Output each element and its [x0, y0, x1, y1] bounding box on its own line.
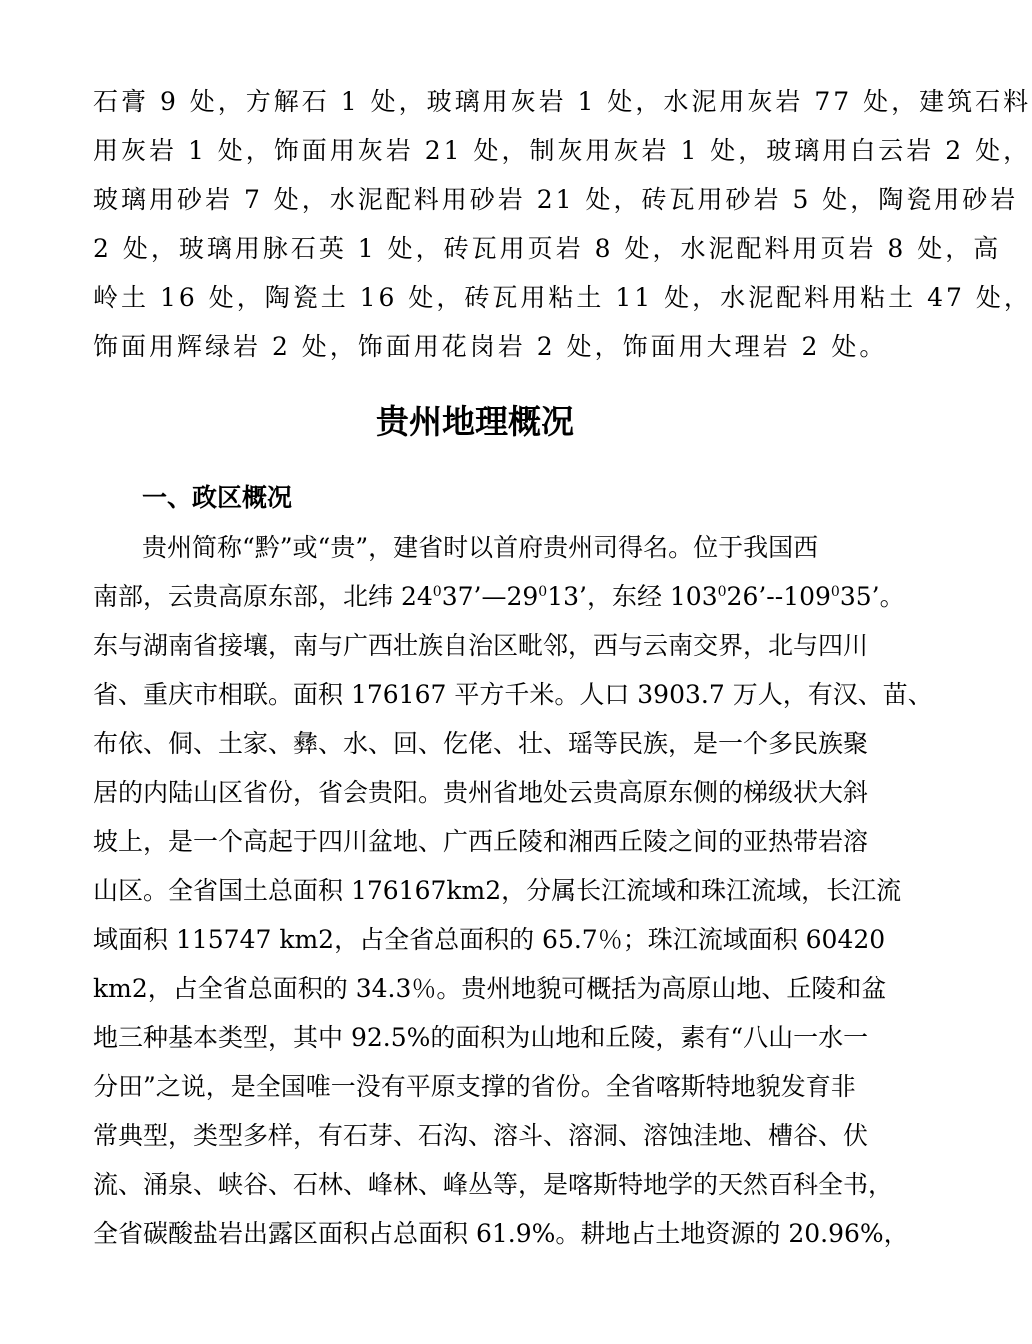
paragraph-line: 全省碳酸盐岩出露区面积占总面积 61.9%。耕地占土地资源的 20.96%， — [93, 1219, 909, 1248]
paragraph-line: 饰面用辉绿岩 2 处，饰面用花岗岩 2 处，饰面用大理岩 2 处。 — [93, 332, 888, 361]
page-title: 贵州地理概况 — [376, 402, 574, 441]
paragraph-line: 省、重庆市相联。面积 176167 平方千米。人口 3903.7 万人，有汉、苗、 — [93, 680, 933, 709]
paragraph-line: 地三种基本类型，其中 92.5%的面积为山地和丘陵，素有“八山一水一 — [93, 1023, 869, 1052]
coordinates-text: 13’，东经 103 — [547, 582, 718, 611]
paragraph-line: 岭土 16 处，陶瓷土 16 处，砖瓦用粘土 11 处，水泥配料用粘土 47 处， — [93, 283, 1032, 312]
paragraph-line: 山区。全省国土总面积 176167km2，分属长江流域和珠江流域，长江流 — [93, 876, 902, 905]
paragraph-line: 分田”之说，是全国唯一没有平原支撑的省份。全省喀斯特地貌发育非 — [93, 1072, 856, 1101]
coordinates-text: 35’。 — [839, 582, 905, 611]
paragraph-line: 2 处，玻璃用脉石英 1 处，砖瓦用页岩 8 处，水泥配料用页岩 8 处，高 — [93, 234, 1002, 263]
paragraph-line: 布依、侗、土家、彝、水、回、仡佬、壮、瑶等民族，是一个多民族聚 — [93, 729, 869, 758]
paragraph-line: 石膏 9 处，方解石 1 处，玻璃用灰岩 1 处，水泥用灰岩 77 处，建筑石料 — [93, 87, 1032, 116]
paragraph-line: km2，占全省总面积的 34.3％。贵州地貌可概括为高原山地、丘陵和盆 — [93, 974, 887, 1003]
paragraph-line: 玻璃用砂岩 7 处，水泥配料用砂岩 21 处，砖瓦用砂岩 5 处，陶瓷用砂岩 — [93, 185, 1019, 214]
section-heading: 一、政区概况 — [142, 483, 293, 512]
coordinates-text: 37’—29 — [441, 582, 539, 611]
degree-mark: 0 — [717, 584, 727, 600]
degree-mark: 0 — [830, 584, 840, 600]
paragraph-line: 流、涌泉、峡谷、石林、峰林、峰丛等，是喀斯特地学的天然百科全书， — [93, 1170, 894, 1199]
paragraph-line: 用灰岩 1 处，饰面用灰岩 21 处，制灰用灰岩 1 处，玻璃用白云岩 2 处， — [93, 136, 1032, 165]
paragraph-line: 东与湖南省接壤，南与广西壮族自治区毗邻，西与云南交界，北与四川 — [93, 631, 869, 660]
paragraph-line: 域面积 115747 km2，占全省总面积的 65.7％；珠江流域面积 60420 — [93, 925, 886, 954]
coordinates-text: 26’--109 — [726, 582, 831, 611]
degree-mark: 0 — [432, 584, 442, 600]
paragraph-line: 贵州简称“黔”或“贵”，建省时以首府贵州司得名。位于我国西 — [142, 533, 819, 562]
paragraph-line: 坡上，是一个高起于四川盆地、广西丘陵和湘西丘陵之间的亚热带岩溶 — [93, 827, 869, 856]
paragraph-line: 常典型，类型多样，有石芽、石沟、溶斗、溶洞、溶蚀洼地、槽谷、伏 — [93, 1121, 869, 1150]
degree-mark: 0 — [538, 584, 548, 600]
paragraph-line: 居的内陆山区省份，省会贵阳。贵州省地处云贵高原东侧的梯级状大斜 — [93, 778, 869, 807]
paragraph-line-coordinates — [93, 582, 905, 612]
coordinates-text: 南部，云贵高原东部，北纬 24 — [93, 582, 433, 611]
